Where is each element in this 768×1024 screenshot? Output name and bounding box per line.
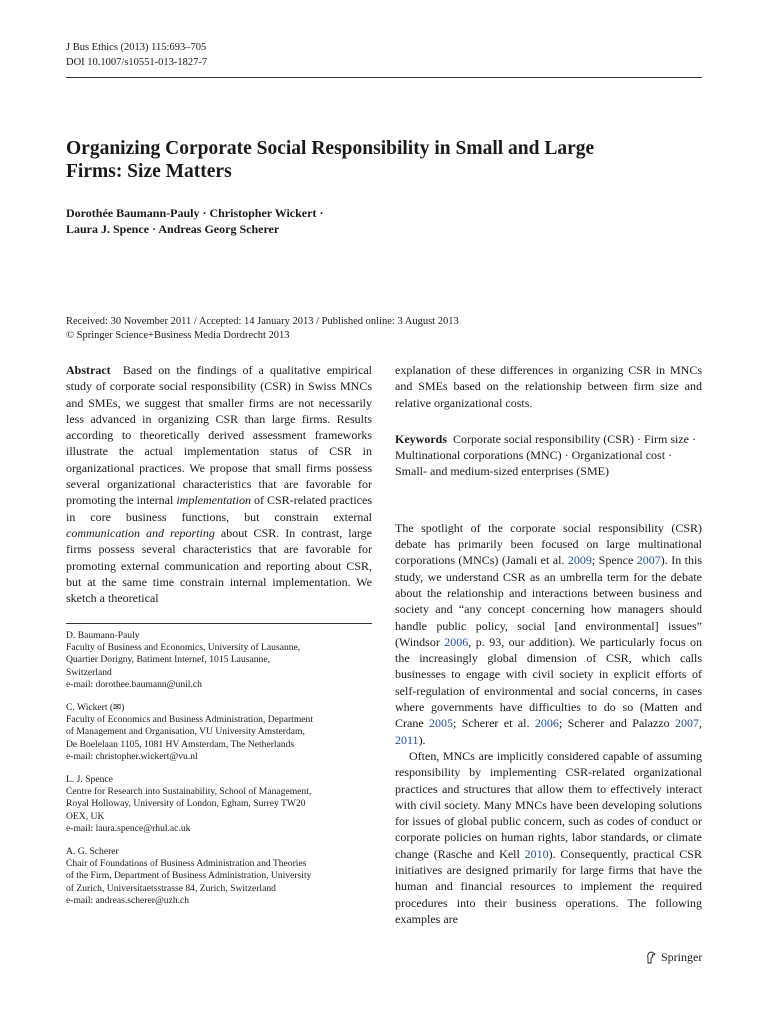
affiliation-line: Quartier Dorigny, Batiment Internef, 1015 Lausanne, <box>66 654 270 666</box>
abstract-text-2: of CSR-related practices in core business functions, but constrain external <box>66 493 372 524</box>
affiliation-email[interactable]: e-mail: andreas.scherer@uzh.ch <box>66 894 190 906</box>
citation-link[interactable]: 2006 <box>534 716 559 731</box>
affiliation-line: of Management and Organisation, VU University Amsterdam, <box>66 726 305 738</box>
citation-link[interactable]: 2007 <box>636 553 661 568</box>
body-text: ). In this study, we understand CSR as an umbrella term for the debate about the relationship and interactions between business and society and “any concept concerning how managers should handle public policy, social [and environmental] issues” (Windsor <box>395 553 702 649</box>
keywords-paragraph <box>395 431 702 480</box>
abstract-emphasis-implementation: implementation <box>176 493 251 508</box>
affiliation-line: De Boelelaan 1105, 1081 HV Amsterdam, The Netherlands <box>66 738 295 750</box>
citation-link[interactable]: 2011 <box>395 732 419 747</box>
authors-line-1: Dorothée Baumann-Pauly · Christopher Wickert · <box>66 206 324 220</box>
citation-link[interactable]: 2009 <box>567 553 592 568</box>
copyright-line: © Springer Science+Business Media Dordrecht 2013 <box>66 330 290 341</box>
abstract-text-1: Based on the findings of a qualitative empirical study of corporate social responsibility (CSR) in Swiss MNCs and SMEs, we suggest that smaller firms are not necessarily less advanced in organizing CSR than large firms. Results according to theoretically derived assessment frameworks illustrate the actual implementation status of CSR in organizational practices. We propose that small firms possess several organizational characteristics that are favorable for promoting the internal <box>66 363 373 508</box>
received-accepted-published: Received: 30 November 2011 / Accepted: 14 January 2013 / Published online: 3 August 2013 <box>66 316 459 327</box>
affiliation-email[interactable]: e-mail: christopher.wickert@vu.nl <box>66 750 198 762</box>
publisher-name: Springer <box>661 950 703 964</box>
citation-link[interactable]: 2006 <box>444 634 469 649</box>
body-text: , p. 93, our addition). We particularly focus on the increasingly global dimension of CSR, which calls businesses to engage with civil society in explicit efforts of self-regulation of environmental and social concerns, in cases where governments have difficulties to do so (Matten and Crane <box>395 634 703 731</box>
affiliation-entry <box>66 846 372 907</box>
affiliation-line: Royal Holloway, University of London, Egham, Surrey TW20 <box>66 798 306 810</box>
abstract-label: Abstract <box>66 363 111 377</box>
affiliation-author-name: C. Wickert (✉) <box>66 702 125 714</box>
affiliation-line: Chair of Foundations of Business Administration and Theories <box>66 858 307 870</box>
citation-link[interactable]: 2005 <box>429 716 454 731</box>
abstract-paragraph <box>66 362 372 606</box>
journal-citation: J Bus Ethics (2013) 115:693–705 <box>66 42 207 53</box>
paper-title <box>66 137 702 183</box>
affiliation-entry <box>66 702 372 763</box>
springer-horse-logo-icon <box>645 951 657 964</box>
title-line-1: Organizing Corporate Social Responsibility in Small and Large <box>66 138 595 159</box>
affiliations <box>66 630 372 918</box>
affiliation-line: of the Firm, Department of Business Administration, University <box>66 870 312 882</box>
affiliation-line: OEX, UK <box>66 810 105 822</box>
affiliation-line: Faculty of Business and Economics, University of Lausanne, <box>66 642 301 654</box>
affiliation-author-name: D. Baumann-Pauly <box>66 630 140 641</box>
affiliation-author-name: L. J. Spence <box>66 774 113 786</box>
affiliation-line: of Zurich, Universitaetsstrasse 84, Zurich, Switzerland <box>66 882 276 894</box>
affiliation-line: Faculty of Economics and Business Administration, Department <box>66 714 314 726</box>
affiliation-line: Centre for Research into Sustainability, School of Management, <box>66 786 312 798</box>
citation-link[interactable]: 2007 <box>675 716 699 731</box>
body-text: ). <box>418 732 426 747</box>
abstract-text-3: about CSR. In contrast, large firms possess several characteristics that are favorable for promoting external communication and reporting about CSR, but at the same time constrain internal implementation. We sketch a theoretical <box>66 525 373 606</box>
keywords-label: Keywords <box>395 431 447 446</box>
citation-link[interactable]: 2010 <box>524 846 549 861</box>
affiliation-line: Switzerland <box>66 666 112 678</box>
right-column <box>395 362 702 927</box>
affiliation-entry <box>66 774 372 835</box>
keywords-text: Corporate social responsibility (CSR) · Firm size · Multinational corporations (MNC) · Organizational cost · Small- and medium-sized enterprises (SME) <box>395 431 696 479</box>
body-text: ; Scherer et al. <box>453 716 535 731</box>
affiliation-email[interactable]: e-mail: laura.spence@rhul.ac.uk <box>66 822 191 834</box>
intro-paragraph-1 <box>395 520 702 748</box>
author-list <box>66 205 702 237</box>
body-text: ; Spence <box>591 553 637 568</box>
title-line-2: Firms: Size Matters <box>66 161 232 182</box>
authors-line-2: Laura J. Spence · Andreas Georg Scherer <box>66 222 280 236</box>
body-text: The spotlight of the corporate social responsibility (CSR) debate has primarily been focused on large multinational corporations (MNCs) (Jamali et al. <box>395 520 702 568</box>
affiliation-entry <box>66 630 372 691</box>
body-text: ). Consequently, practical CSR initiatives are designed primarily for large firms that have the human and financial resources to implement the required procedures into their business operations. The following examples are <box>395 846 702 926</box>
doi-line: DOI 10.1007/s10551-013-1827-7 <box>66 57 208 68</box>
page-footer <box>645 950 702 965</box>
header-rule <box>66 77 702 78</box>
body-text: Often, MNCs are implicitly considered capable of assuming responsibility by implementing CSR-related organizational practices and structures that allow them to effectively interact with civil society. Many MNCs have been developing solutions for issues of global public concern, such as codes of conduct or corporate policies on human rights, labor standards, or climate change (Rasche and Kell <box>395 748 702 861</box>
body-text: ; Scherer and Palazzo <box>558 716 675 731</box>
abstract-emphasis-communication: communication and reporting <box>66 525 215 540</box>
journal-header <box>66 40 207 70</box>
intro-paragraph-2 <box>395 748 702 927</box>
abstract-column <box>66 362 372 606</box>
body-text: , <box>699 716 702 731</box>
affiliation-author-name: A. G. Scherer <box>66 846 119 858</box>
affiliation-email[interactable]: e-mail: dorothee.baumann@unil.ch <box>66 678 202 690</box>
affiliation-rule <box>66 623 372 624</box>
abstract-continuation: explanation of these differences in organizing CSR in MNCs and SMEs based on the relationship between firm size and relative organizational costs. <box>395 363 702 410</box>
publication-dates <box>66 315 702 343</box>
